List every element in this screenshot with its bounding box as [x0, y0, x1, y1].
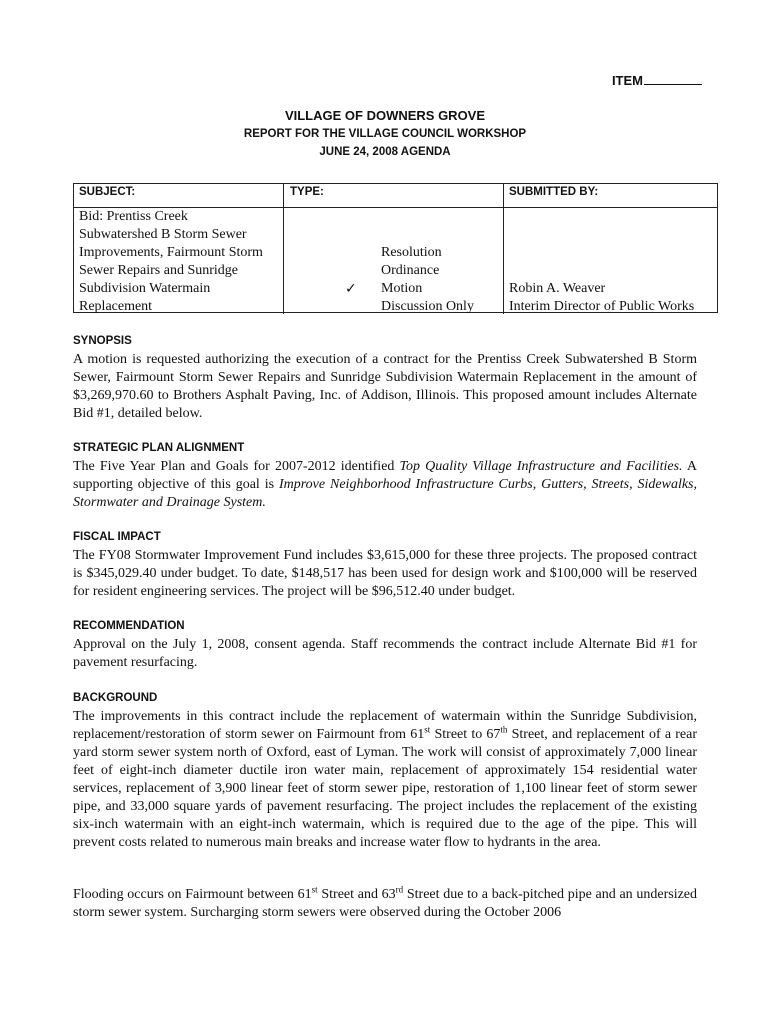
synopsis-heading: SYNOPSIS: [73, 335, 132, 347]
recommendation-heading: RECOMMENDATION: [73, 620, 185, 632]
bg-p1-sup-st: st: [424, 724, 431, 735]
bg-p2-c: Street due to a back-pitched pipe and an undersized storm sewer system. Surcharging storm sewers were observed during the October 2006: [73, 887, 698, 920]
motion-checkmark-icon: ✓: [345, 281, 357, 297]
subject-line: Bid: Prentiss Creek: [79, 209, 188, 224]
bg-p1-b: Street to 67: [430, 727, 501, 742]
agenda-date: JUNE 24, 2008 AGENDA: [319, 146, 451, 158]
bg-p2-sup-rd: rd: [395, 884, 404, 895]
type-header: TYPE:: [290, 186, 324, 198]
bg-p1-a: The improvements in this contract include the replacement of watermain within the Sunridge Subdivision, replacement/restoration of storm sewer on Fairmount from 61: [73, 709, 697, 742]
fiscal-text: The FY08 Stormwater Improvement Fund includes $3,615,000 for these three projects. The proposed contract is $345,029.40 under budget. To date, $148,517 has been used for design work and $100,000 will be reserved for resident engineering services. The project will be $96,512.40 under budget.: [73, 548, 697, 599]
strategic-italic-b: Improve Neighborhood Infrastructure Curbs, Gutters, Streets, Sidewalks, Stormwater and Drainage System.: [73, 477, 698, 510]
strategic-text-a: The Five Year Plan and Goals for 2007-2012 identified: [73, 459, 400, 474]
table-col-divider-2: [503, 183, 504, 314]
type-motion: Motion: [381, 281, 423, 296]
strategic-text-b: A supporting objective of this goal is: [73, 459, 697, 492]
background-heading: BACKGROUND: [73, 692, 158, 704]
synopsis-text: A motion is requested authorizing the execution of a contract for the Prentiss Creek Subwatershed B Storm Sewer, Fairmount Storm Sewer Repairs and Sunridge Subdivision Watermain Replacement in the amount of $3,269,970.60 to Brothers Asphalt Paving, Inc. of Addison, Illinois. This proposed amount includes Alternate Bid #1, detailed below.: [73, 352, 697, 421]
background-paragraph-2: [73, 886, 697, 922]
bg-p2-sup-st: st: [311, 884, 318, 895]
submitted-by-cell: [509, 280, 694, 316]
subject-cell: [79, 208, 263, 316]
report-header: [0, 107, 770, 161]
subject-line: Subdivision Watermain: [79, 281, 211, 296]
subject-line: Replacement: [79, 299, 153, 314]
item-blank-line: [644, 72, 702, 85]
subject-header: SUBJECT:: [79, 186, 136, 198]
bg-p2-b: Street and 63: [317, 887, 396, 902]
submitted-by-header: SUBMITTED BY:: [509, 186, 599, 198]
type-cell: [381, 244, 474, 316]
bg-p1-sup-th: th: [500, 724, 508, 735]
village-title: VILLAGE OF DOWNERS GROVE: [284, 108, 486, 123]
submitter-name: Robin A. Weaver: [509, 281, 606, 296]
type-ordinance: Ordinance: [381, 263, 440, 278]
item-number-label: [560, 72, 702, 88]
item-label: ITEM: [611, 73, 643, 88]
subject-line: Improvements, Fairmount Storm: [79, 245, 263, 260]
bg-p2-a: Flooding occurs on Fairmount between 61: [73, 887, 312, 902]
background-paragraph-1: [73, 708, 697, 852]
type-resolution: Resolution: [381, 245, 442, 260]
subject-line: Sewer Repairs and Sunridge: [79, 263, 239, 278]
type-discussion-only: Discussion Only: [381, 299, 474, 314]
report-title: REPORT FOR THE VILLAGE COUNCIL WORKSHOP: [243, 128, 527, 140]
strategic-italic-a: Top Quality Village Infrastructure and Facilities.: [399, 459, 683, 474]
strategic-text: [73, 458, 697, 512]
table-col-divider-1: [283, 183, 284, 314]
fiscal-heading: FISCAL IMPACT: [73, 531, 161, 543]
recommendation-text: Approval on the July 1, 2008, consent agenda. Staff recommends the contract include Alternate Bid #1 for pavement resurfacing.: [73, 637, 697, 670]
bg-p1-c: Street, and replacement of a rear yard storm sewer system north of Oxford, east of Lyman. The work will consist of approximately 7,000 linear feet of eight-inch diameter ductile iron water main, replacement of approximately 154 residential water services, replacement of 3,900 linear feet of storm sewer pipe, restoration of 1,100 linear feet of storm sewer pipe, and 33,000 square yards of pavement resurfacing. The project includes the replacement of the existing six-inch watermain with an eight-inch watermain, which is required due to the age of the pipe. This will prevent costs related to numerous main breaks and increase water flow to hydrants in the area.: [73, 727, 698, 850]
submitter-title: Interim Director of Public Works: [509, 299, 695, 314]
strategic-heading: STRATEGIC PLAN ALIGNMENT: [73, 442, 245, 454]
subject-line: Subwatershed B Storm Sewer: [79, 227, 247, 242]
